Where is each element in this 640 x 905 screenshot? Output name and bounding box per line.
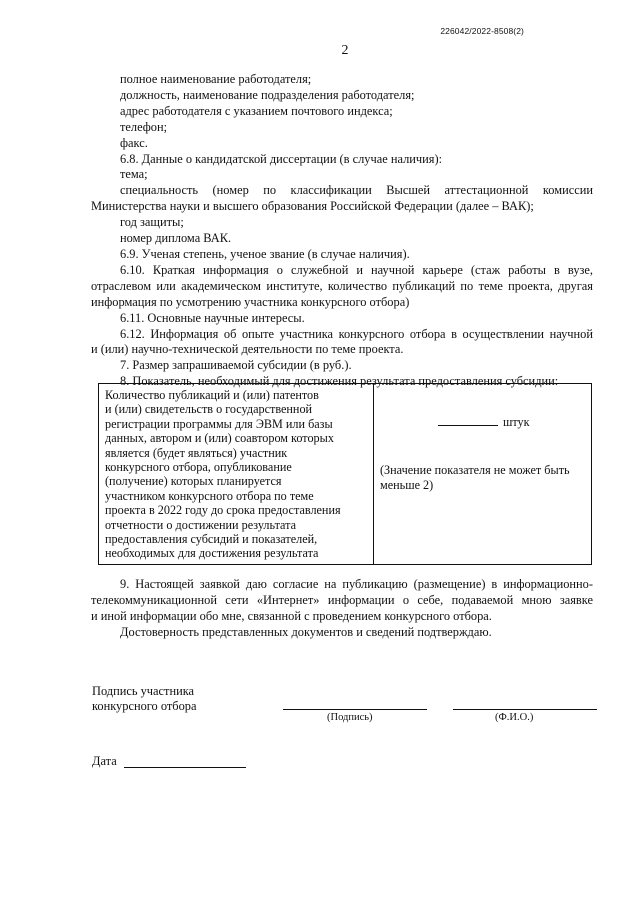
confirmation-text: Достоверность представленных документов и сведений подтверждаю. [120, 624, 492, 639]
name-caption: (Ф.И.О.) [495, 712, 534, 723]
signature-caption: (Подпись) [327, 712, 373, 723]
indicator-line: участником конкурсного отбора по теме [105, 488, 314, 503]
line-topic: тема; [120, 167, 148, 182]
registration-number: 226042/2022-8508(2) [440, 26, 524, 36]
unit-label: штук [503, 415, 530, 429]
indicator-line: отчетности о достижении результата [105, 517, 297, 532]
item-6-9: 6.9. Ученая степень, ученое звание (в случае наличия). [120, 246, 410, 261]
consent-section [91, 577, 593, 641]
line-fax: факс. [120, 135, 148, 150]
indicator-line: конкурсного отбора, опубликование [105, 460, 292, 475]
indicator-line: (получение) которых планируется [105, 474, 282, 489]
line-vak-diploma: номер диплома ВАК. [120, 231, 232, 246]
date-label: Дата [92, 754, 117, 768]
signature-line[interactable] [283, 709, 427, 710]
item-9-line-2: телекоммуникационной сети «Интернет» информации о себе, подаваемой мною заявке [91, 592, 593, 607]
item-6-10-line-1: 6.10. Краткая информация о служебной и научной карьере (стаж работы в вузе, [120, 262, 593, 277]
note-line: меньше 2) [380, 477, 434, 492]
value-note [380, 463, 585, 492]
item-6-8: 6.8. Данные о кандидатской диссертации (в случае наличия): [120, 151, 443, 166]
value-input-line[interactable] [438, 414, 585, 429]
indicator-line: является (будет являться) участник [105, 445, 288, 460]
table-row [99, 384, 592, 565]
item-9-line-1: 9. Настоящей заявкой даю согласие на публикацию (размещение) в информационно- [120, 577, 593, 591]
indicator-line: проекта в 2022 году до срока предоставления [105, 503, 341, 518]
signature-label-line: конкурсного отбора [92, 699, 197, 713]
line-employer-name: полное наименование работодателя; [120, 72, 312, 86]
date-line[interactable] [124, 767, 246, 768]
note-line: (Значение показателя не может быть [380, 463, 570, 478]
indicator-line: Количество публикаций и (или) патентов [105, 388, 319, 402]
indicator-table-wrapper [98, 383, 592, 565]
name-line[interactable] [453, 709, 597, 710]
indicator-table [98, 383, 592, 565]
indicator-description-cell [99, 384, 374, 565]
item-6-10-line-2: отраслевом или академическом институте, количество публикаций по теме проекта, другая [91, 278, 593, 293]
line-defense-year: год защиты; [120, 215, 184, 230]
indicator-line: и (или) свидетельств о государственной [105, 402, 313, 417]
item-8: 8. Показатель, необходимый для достижения результата предоставления субсидии: [120, 374, 559, 389]
line-employer-address: адрес работодателя с указанием почтового индекса; [120, 103, 393, 118]
item-6-11: 6.11. Основные научные интересы. [120, 310, 305, 325]
line-specialty-2: Министерства науки и высшего образования Российской Федерации (далее – ВАК); [91, 199, 534, 214]
form-fields-section [91, 72, 593, 390]
item-6-12-line-2: и (или) научно-технической деятельности по теме проекта. [91, 342, 404, 357]
line-specialty-1: специальность (номер по классификации Высшей аттестационной комиссии [120, 183, 593, 198]
item-7: 7. Размер запрашиваемой субсидии (в руб.). [120, 358, 352, 373]
line-phone: телефон; [120, 119, 168, 134]
signature-label-line: Подпись участника [92, 684, 195, 698]
signature-label [92, 684, 197, 714]
line-employer-position: должность, наименование подразделения работодателя; [120, 87, 415, 102]
indicator-line: предоставления субсидий и показателей, [105, 532, 318, 547]
indicator-line: необходимых для достижения результата [105, 546, 319, 561]
indicator-line: данных, автором и (или) соавтором которых [105, 431, 334, 446]
value-blank[interactable] [438, 414, 498, 426]
page-number: 2 [341, 43, 349, 58]
item-6-10-line-3: информация по усмотрению участника конкурсного отбора) [91, 294, 410, 309]
indicator-line: регистрации программы для ЭВМ или базы [105, 416, 333, 431]
item-6-12-line-1: 6.12. Информация об опыте участника конкурсного отбора в осуществлении научной [120, 326, 593, 341]
item-9-line-3: и иной информации обо мне, связанной с проведением конкурсного отбора. [91, 608, 492, 623]
indicator-value-cell[interactable] [374, 384, 592, 565]
